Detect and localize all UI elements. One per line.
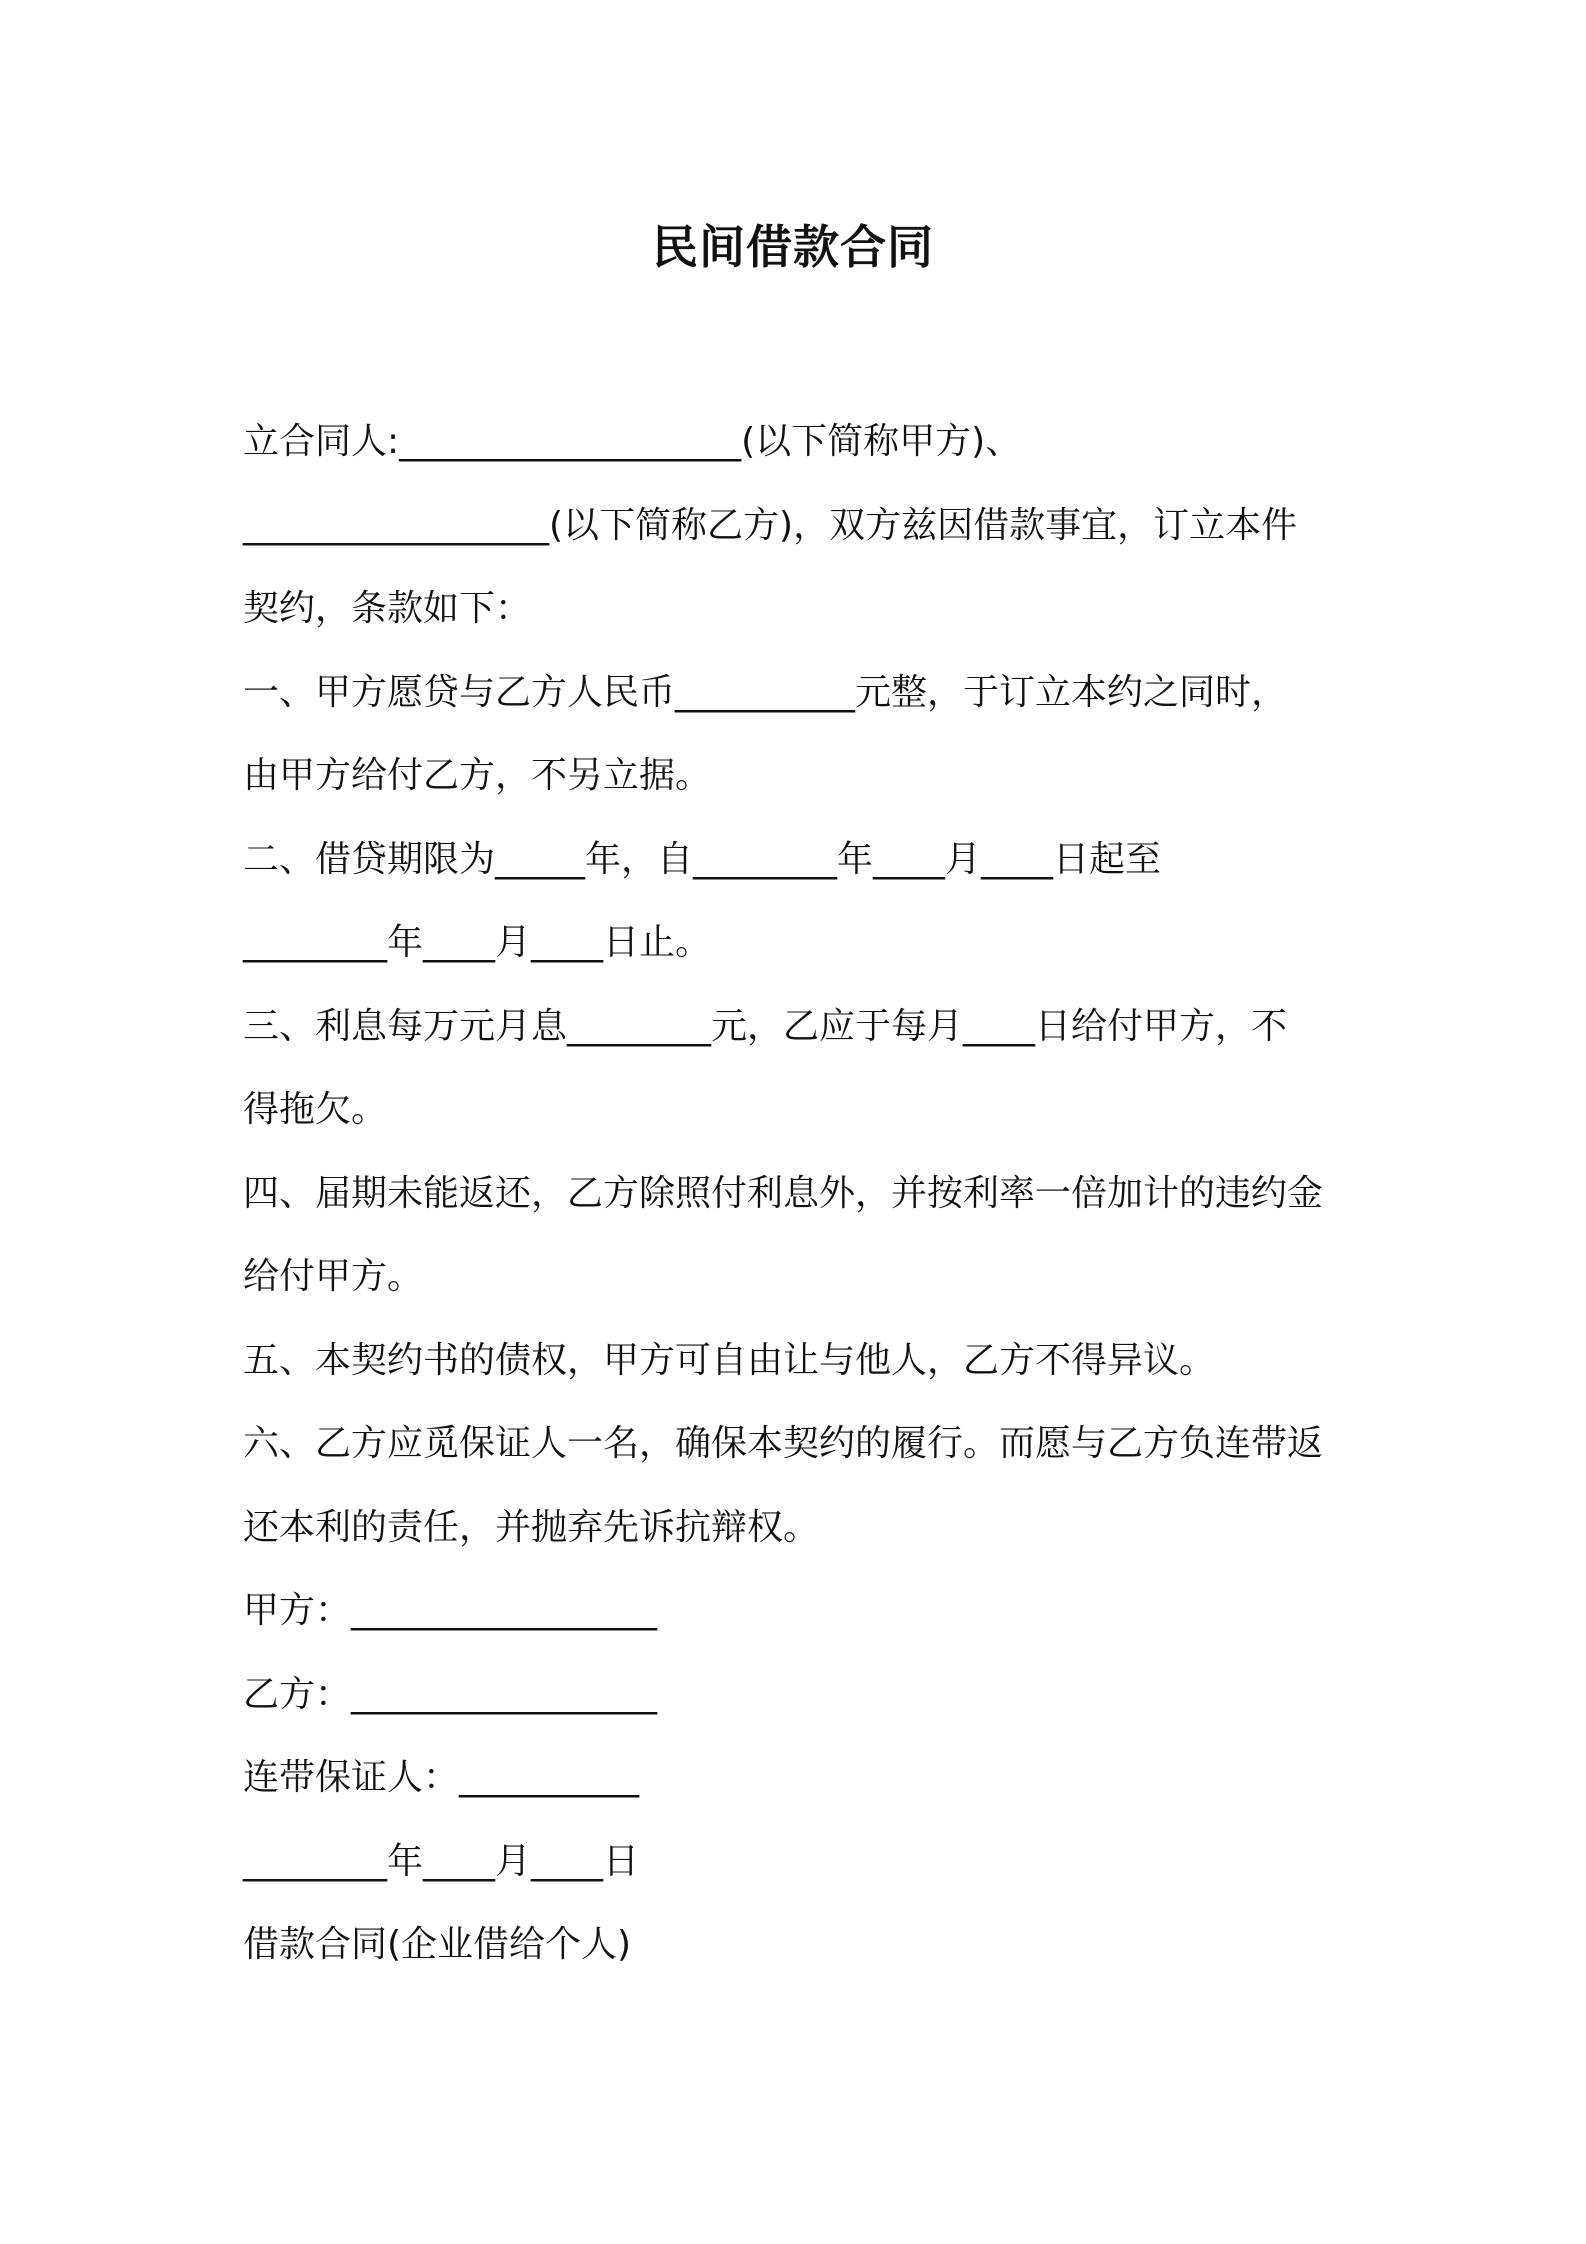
signature-party-b: 乙方：_________________ xyxy=(243,1673,658,1715)
text-line-clause-1: 一、甲方愿贷与乙方人民币__________元整，于订立本约之同时， xyxy=(243,671,1288,713)
document-title: 民间借款合同 xyxy=(652,220,934,274)
text-line-clause-4-cont: 给付甲方。 xyxy=(243,1256,424,1297)
text-line-party-intro: 立合同人:___________________(以下简称甲方)、 xyxy=(243,421,1022,462)
text-line-clause-6-cont: 还本利的责任，并抛弃先诉抗辩权。 xyxy=(243,1506,820,1548)
text-line-party-b: _________________(以下简称乙方)，双方兹因借款事宜，订立本件 xyxy=(243,504,1298,546)
text-line-clause-5: 五、本契约书的债权，甲方可自由让与他人，乙方不得异议。 xyxy=(243,1339,1216,1381)
text-line-clause-6: 六、乙方应觅保证人一名，确保本契约的履行。而愿与乙方负连带返 xyxy=(243,1423,1324,1464)
signature-guarantor: 连带保证人：__________ xyxy=(243,1757,640,1798)
text-line-clause-3: 三、利息每万元月息________元，乙应于每月____日给付甲方，不 xyxy=(243,1005,1288,1047)
text-line-clause-2-cont: ________年____月____日止。 xyxy=(243,922,712,963)
text-line-clause-1-cont: 由甲方给付乙方，不另立据。 xyxy=(243,755,712,796)
text-line-clause-3-cont: 得拖欠。 xyxy=(243,1089,388,1130)
text-line-terms-intro: 契约，条款如下： xyxy=(243,588,532,629)
signature-party-a: 甲方：_________________ xyxy=(243,1590,658,1631)
text-line-clause-4: 四、届期未能返还，乙方除照付利息外，并按利率一倍加计的违约金 xyxy=(243,1172,1324,1214)
signature-date: ________年____月____日 xyxy=(243,1840,639,1882)
text-line-clause-2: 二、借贷期限为_____年，自________年____月____日起至 xyxy=(243,838,1162,880)
next-document-heading: 借款合同(企业借给个人) xyxy=(243,1924,632,1965)
contract-body xyxy=(243,400,1373,1987)
